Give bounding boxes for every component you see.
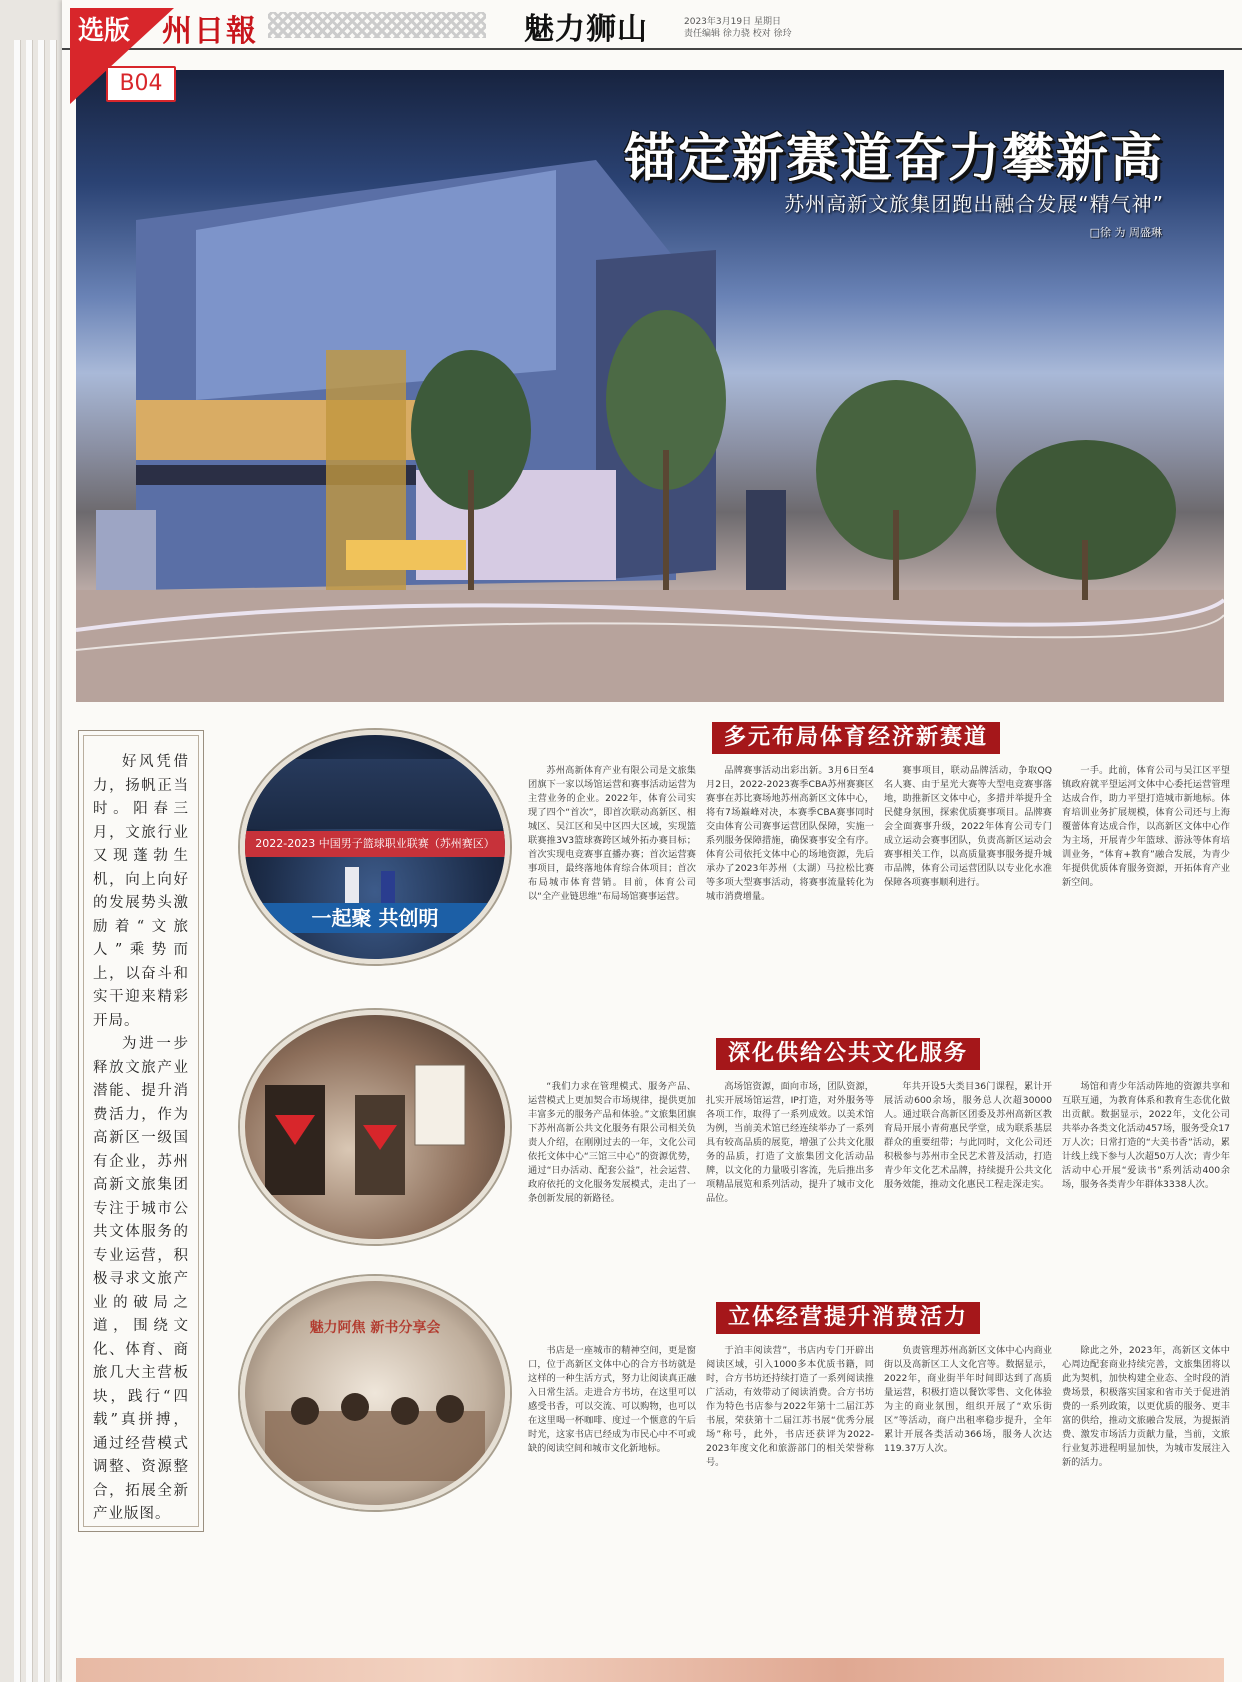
paper-name: 州日報 xyxy=(162,14,258,49)
audience-head xyxy=(291,1397,319,1425)
article-paragraph: “我们力求在管理模式、服务产品、运营模式上更加契合市场规律，提供更加丰富多元的服务产品和体验。”文旅集团旗下苏州高新公共文化服务有限公司相关负责人介绍，在刚刚过去的一年，文化公司依托文体中心“三馆三中心”的资源优势，通过“日办活动、配套公益”，社会运营、政府依托的文化服务发展模式，走出了一条创新发展的新路径。 xyxy=(528,1081,696,1204)
article-paragraph: 除此之外，2023年，高新区文体中心周边配套商业持续完善，文旅集团将以此为契机，加快构建全业态、全时段的消费场景，积极落实国家和省市关于促进消费的一系列政策，以更优质的服务、更丰富的供给，推动文旅融合发展，为提振消费、激发市场活力贡献力量，当前，文旅行业复苏进程明显加快，为城市发展注入新的活力。 xyxy=(1062,1345,1230,1468)
tree-trunk xyxy=(893,510,899,600)
page-code: B04 xyxy=(106,66,176,102)
page-edge xyxy=(26,40,33,1682)
audience-head xyxy=(436,1395,464,1423)
lead-paragraph: 好风凭借力，扬帆正当时。阳春三月，文旅行业又现蓬勃生机，向上向好的发展势头激励着“文旅人”乘势而上，以奋斗和实干迎来精彩开局。 xyxy=(93,754,189,1029)
crowd-stands xyxy=(245,759,505,829)
section-heading-sports: 多元布局体育经济新赛道 xyxy=(712,722,1000,754)
tree-trunk xyxy=(1082,540,1088,600)
far-tower xyxy=(746,490,786,590)
article-paragraph: 品牌赛事活动出彩出新。3月6日至4月2日，2022-2023赛季CBA苏州赛赛区赛事在苏比赛场地苏州高新区文体中心，将有7场巅峰对决，本赛季CBA赛事同时交由体育公司赛事运营团队保障，实施一系列服务保障措施，确保赛事安全有序。体育公司依托文体中心的场地资源，先后承办了2023年苏州（太湖）马拉松比赛等多项大型赛事活动，将赛事流量转化为城市消费增量。 xyxy=(706,765,874,902)
tree-trunk xyxy=(468,470,474,590)
decorative-wave-band xyxy=(268,12,486,38)
exhibition-photo xyxy=(240,1010,510,1244)
article-paragraph: 负责管理苏州高新区文体中心内商业街以及高新区工人文化宫等。数据显示，2022年，商业街半年时间即达到了高质量运营，积极打造以餐饮零售、文化体验为主的商业氛围，组织开展了“欢乐街区”等活动，商户出租率稳步提升，全年累计开展各类活动366场，服务人次达119.37万人次。 xyxy=(884,1345,1052,1454)
section-heading-consumption: 立体经营提升消费活力 xyxy=(716,1302,980,1334)
issue-date: 2023年3月19日 星期日 xyxy=(684,17,781,27)
side-building xyxy=(96,510,156,590)
article-column xyxy=(884,1344,1052,1526)
arena-slogan: 一起聚 共创明 xyxy=(245,903,505,933)
hero-title: 锚定新赛道奋力攀新高 xyxy=(623,128,1164,189)
lead-paragraph: 为进一步释放文旅产业潜能、提升消费活力，作为高新区一级国有企业，苏州高新文旅集团专注于城市公共文体服务的专业运营，积极寻求文旅产业的破局之道，围绕文化、体育、商旅几大主营板块，践行“四载”真拼搏，通过经营模式调整、资源整合，拓展全新产业版图。 xyxy=(93,1036,189,1522)
next-page-strip xyxy=(76,1658,1224,1682)
store-sign: 魅力阿焦 新书分享会 xyxy=(309,1320,441,1336)
hero-photo xyxy=(76,70,1224,702)
article-paragraph: 于泊丰阅读营”，书店内专门开辟出阅读区域，引入1000多本优质书籍，同时，合方书坊还持续打造了一系列阅读推广活动，有效带动了阅读消费。合方书坊作为特色书店参与2022年第十二届江苏书展，荣获第十二届江苏书展“优秀分展场”称号，此外，书店还获评为2022-2023年度文化和旅游部门的相关荣誉称号。 xyxy=(706,1345,874,1468)
article-paragraph: 场馆和青少年活动阵地的资源共享和互联互通，为教育体系和教育生态优化做出贡献。数据显示，2022年，文化公司共举办各类文化活动457场，服务受众17万人次；日常打造的“大美书香”活动，累计线上线下参与人次超50万人次；青少年活动中心开展“爱读书”系列活动400余场，服务各类青少年群体3338人次。 xyxy=(1062,1081,1230,1190)
article-paragraph: 一手。此前，体育公司与吴江区平望镇政府就平望运河文体中心委托运营管理达成合作，助力平望打造城市新地标。体育培训业务扩展规模，体育公司还与上海覆蕾体育达成合作，以高新区文体中心作为主场，开展青少年篮球、游泳等体育培训业务，“体育+教育”融合发展，为青少年提供优质体育服务资源，开拓体育产业新空间。 xyxy=(1062,765,1230,888)
newspaper-page xyxy=(62,0,1242,1682)
article-column xyxy=(706,764,874,1004)
article-paragraph: 年共开设5大类目36门课程，累计开展活动600余场，服务总人次超30000人。通过联合高新区团委及苏州高新区教育局开展小青荷惠民学堂，成为联系基层群众的重要纽带；与此同时，文化公司还积极参与苏州市全民艺术普及活动，打造青少年文化艺术品牌，持续提升公共文化服务效能，推动文化惠民工程走深走实。 xyxy=(884,1081,1052,1190)
article-column xyxy=(884,764,1052,1004)
tree-trunk xyxy=(663,450,669,590)
audience-head xyxy=(391,1397,419,1425)
audience-head xyxy=(341,1393,369,1421)
hero-subtitle: 苏州高新文旅集团跑出融合发展“精气神” xyxy=(784,192,1164,216)
lead-text xyxy=(93,751,189,1527)
article-paragraph: 赛事项目，联动品牌活动，争取QQ名人赛、由于星光大赛等大型电竞赛事落地，助推新区文体中心，多措并举提升全民健身氛围，探索优质赛事项目。品牌赛会全面赛事升级，2022年体育公司专门成立运动会赛事团队，负责高新区运动会赛事相关工作，以高质量赛事服务提升城市品牌，体育公司运营团队以专业化水准保障各项赛事顺利进行。 xyxy=(884,765,1052,888)
article-column xyxy=(1062,1344,1230,1526)
article-column xyxy=(528,764,696,1004)
section-body-sports xyxy=(528,764,1234,1004)
page-edge xyxy=(38,40,45,1682)
article-column xyxy=(528,1344,696,1526)
page-tag xyxy=(70,8,174,104)
article-column xyxy=(706,1080,874,1268)
section-heading-culture: 深化供给公共文化服务 xyxy=(716,1038,980,1070)
article-column xyxy=(528,1080,696,1268)
section-name: 魅力狮山 xyxy=(524,12,648,47)
page-edge xyxy=(50,40,57,1682)
section-body-culture xyxy=(528,1080,1234,1268)
date-line xyxy=(684,16,792,40)
article-column xyxy=(1062,764,1230,1004)
masthead xyxy=(62,0,1242,50)
editors: 责任编辑 徐力骁 校对 徐玲 xyxy=(684,29,792,39)
tag-label: 选版 xyxy=(78,16,131,46)
colorful-sign xyxy=(346,540,466,570)
article-paragraph: 高场馆资源，面向市场，团队资源，扎实开展场馆运营，IP打造，对外服务等各项工作，取得了一系列成效。以美术馆为例，当前美术馆已经连续举办了一系列具有较高品质的展览，增强了公共文化服务的品质，打造了文旅集团文化活动品牌，以文化的力量吸引客流，先后推出多项精品展览和系列活动，提升了城市文化品位。 xyxy=(706,1081,874,1204)
audience-scene xyxy=(245,1371,505,1481)
article-column xyxy=(1062,1080,1230,1268)
article-column xyxy=(706,1344,874,1526)
hero-byline: □徐 为 周盛琳 xyxy=(1089,226,1162,239)
artwork-frame xyxy=(415,1065,465,1145)
arena-banner: 2022-2023 中国男子篮球职业联赛（苏州赛区） xyxy=(245,831,505,857)
bookstore-photo xyxy=(240,1276,510,1510)
exhibition-scene xyxy=(245,1055,505,1195)
article-column xyxy=(884,1080,1052,1268)
page-edge xyxy=(14,40,21,1682)
article-paragraph: 书店是一座城市的精神空间，更是窗口，位于高新区文体中心的合方书坊就是这样的一种生活方式，努力让阅读真正融入日常生活。走进合方书坊，在这里可以感受书香，可以交流、可以购物，也可以在这里喝一杯咖啡、度过一个惬意的午后时光，这家书店已经成为市民心中不可或缺的阅读空间和城市文化新地标。 xyxy=(528,1345,696,1454)
section-body-consumption xyxy=(528,1344,1234,1526)
lead-box xyxy=(78,730,204,1532)
basketball-photo xyxy=(240,730,510,964)
article-paragraph: 苏州高新体育产业有限公司是文旅集团旗下一家以场馆运营和赛事活动运营为主营业务的企业。2022年，体育公司实现了四个“首次”，即首次联动高新区、相城区、吴江区和吴中区四大区域，实现篮联赛推3V3篮球赛跨区域外拓办赛目标；首次实现电竞赛事直播办赛；首次运营赛事项目，最终落地体育综合体项目；首次布局城市体育营销。目前，体育公司以“全产业链思维”布局场馆赛事运营。 xyxy=(528,765,696,902)
